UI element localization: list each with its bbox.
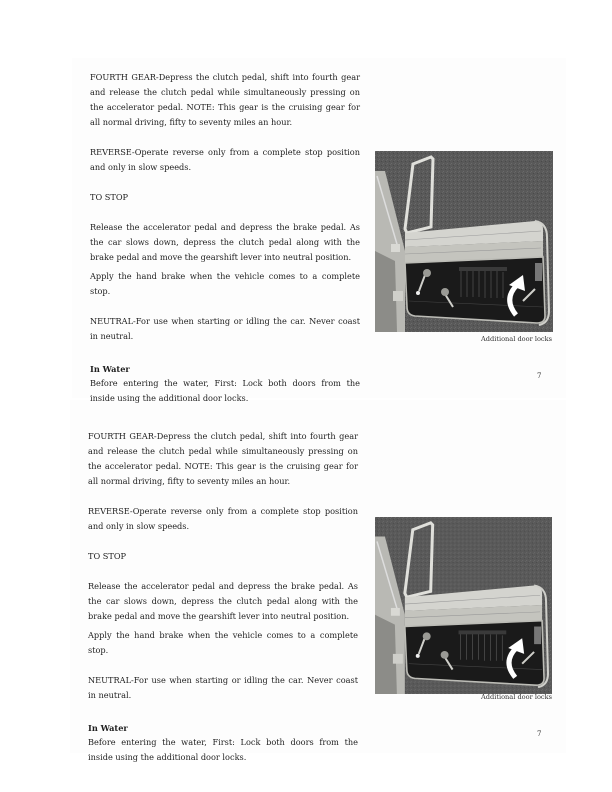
door-lock-photo bbox=[375, 151, 553, 332]
in-water-paragraph: Before entering the water, First: Lock both doors from the inside using the additional door locks. bbox=[90, 378, 360, 403]
text-column bbox=[90, 70, 360, 406]
reverse-paragraph bbox=[88, 504, 358, 534]
neutral-label: NEUTRAL- bbox=[90, 316, 136, 326]
page-number: 7 bbox=[537, 372, 542, 380]
in-water-heading: In Water bbox=[88, 723, 128, 733]
neutral-paragraph bbox=[90, 314, 360, 344]
manual-page-top bbox=[72, 58, 566, 403]
manual-page-bottom bbox=[70, 417, 564, 762]
figure-caption: Additional door locks bbox=[481, 693, 552, 701]
page-number: 7 bbox=[537, 730, 542, 738]
to-stop-heading: TO STOP bbox=[88, 551, 127, 561]
reverse-text: Operate reverse only from a complete stop position and only in slow speeds. bbox=[88, 506, 358, 531]
fourth-gear-label: FOURTH GEAR- bbox=[88, 431, 157, 441]
door-lock-photo bbox=[375, 517, 552, 694]
figure-caption: Additional door locks bbox=[481, 335, 552, 343]
fourth-gear-label: FOURTH GEAR- bbox=[90, 72, 159, 82]
hand-brake-paragraph: Apply the hand brake when the vehicle comes to a complete stop. bbox=[90, 271, 360, 296]
car-door-illustration bbox=[375, 151, 553, 332]
car-door-illustration bbox=[375, 517, 552, 694]
to-stop-paragraph: Release the accelerator pedal and depress the brake pedal. As the car slows down, depress the clutch pedal along with the brake pedal and move the gearshift lever into neutral position. bbox=[88, 581, 358, 621]
reverse-label: REVERSE- bbox=[90, 147, 135, 157]
fourth-gear-paragraph bbox=[88, 429, 358, 489]
fourth-gear-text: Depress the clutch pedal, shift into fourth gear and release the clutch pedal while simultaneously pressing on the accelerator pedal. NOTE: This gear is the cruising gear for all normal driving, fifty to seventy miles an hour. bbox=[90, 72, 360, 127]
reverse-paragraph bbox=[90, 145, 360, 175]
neutral-text: For use when starting or idling the car. Never coast in neutral. bbox=[90, 316, 360, 341]
fourth-gear-text: Depress the clutch pedal, shift into fourth gear and release the clutch pedal while simultaneously pressing on the accelerator pedal. NOTE: This gear is the cruising gear for all normal driving, fifty to seventy miles an hour. bbox=[88, 431, 358, 486]
to-stop-paragraph: Release the accelerator pedal and depress the brake pedal. As the car slows down, depress the clutch pedal along with the brake pedal and move the gearshift lever into neutral position. bbox=[90, 222, 360, 262]
fourth-gear-paragraph bbox=[90, 70, 360, 130]
in-water-paragraph: Before entering the water, First: Lock both doors from the inside using the additional door locks. bbox=[88, 737, 358, 762]
to-stop-heading: TO STOP bbox=[90, 192, 129, 202]
neutral-paragraph bbox=[88, 673, 358, 703]
in-water-heading: In Water bbox=[90, 364, 130, 374]
text-column bbox=[88, 429, 358, 765]
reverse-label: REVERSE- bbox=[88, 506, 133, 516]
neutral-text: For use when starting or idling the car. Never coast in neutral. bbox=[88, 675, 358, 700]
hand-brake-paragraph: Apply the hand brake when the vehicle comes to a complete stop. bbox=[88, 630, 358, 655]
neutral-label: NEUTRAL- bbox=[88, 675, 134, 685]
reverse-text: Operate reverse only from a complete stop position and only in slow speeds. bbox=[90, 147, 360, 172]
